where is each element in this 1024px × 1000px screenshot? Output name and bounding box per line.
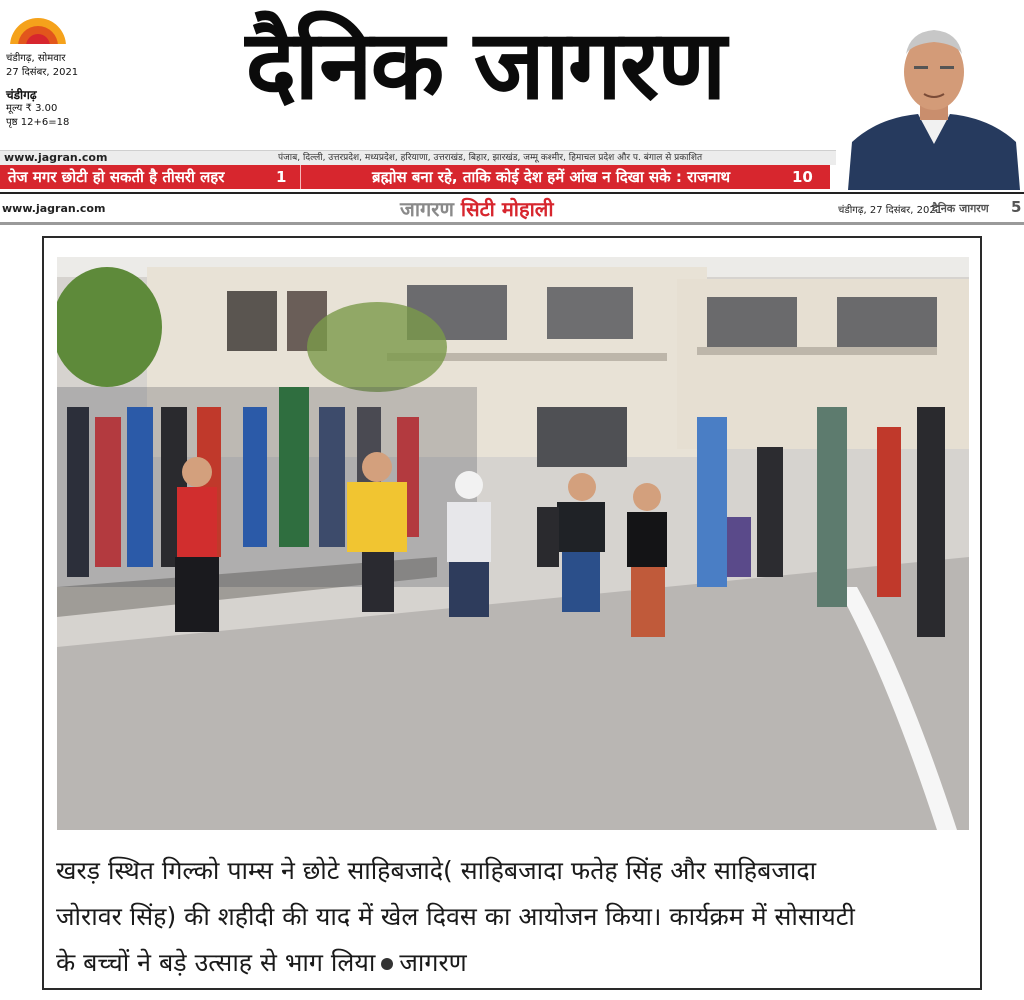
- dateline-block: [6, 52, 78, 130]
- headline-divider: [300, 165, 301, 189]
- photo-credit: जागरण: [399, 948, 467, 977]
- portrait-photo: [848, 14, 1020, 190]
- headline-left-page: 1: [276, 168, 287, 186]
- credit-bullet-icon: [381, 958, 393, 970]
- section-title: [400, 196, 554, 222]
- dateline-city-day: चंडीगढ़, सोमवार: [6, 53, 66, 64]
- caption-line-3-text: के बच्चों ने बड़े उत्साह से भाग लिया: [56, 948, 376, 977]
- headline-right[interactable]: ब्रह्मोस बना रहे, ताकि कोई देश हमें आंख न दिखा सके : राजनाथ: [372, 168, 731, 186]
- caption-line-1: खरड़ स्थित गिल्को पाम्स ने छोटे साहिबजादे( साहिबजादा फतेह सिंह और साहिबजादा: [56, 856, 817, 885]
- headline-left[interactable]: तेज मगर छोटी हो सकती है तीसरी लहर: [8, 168, 225, 186]
- masthead-website[interactable]: www.jagran.com: [4, 151, 108, 164]
- headline-right-page: 10: [792, 168, 813, 186]
- news-photo: [57, 257, 969, 830]
- section-title-jagran: जागरण: [400, 197, 454, 221]
- price: मूल्य ₹ 3.00: [6, 103, 58, 114]
- caption-line-3: [56, 940, 970, 986]
- masthead-rule: [0, 192, 1024, 194]
- photo-caption: [56, 848, 970, 986]
- section-title-mohali: मोहाली: [501, 197, 554, 221]
- newspaper-title: दैनिक जागरण: [245, 9, 725, 121]
- editions-line: पंजाब, दिल्ली, उत्तरप्रदेश, मध्यप्रदेश, हरियाणा, उत्तराखंड, बिहार, झारखंड, जम्मू कश्मीर, हिमाचल प्रदेश और प. बंगाल से प्रकाशित: [278, 153, 703, 163]
- headline-bar: [0, 165, 830, 189]
- page-header: [0, 196, 1024, 222]
- caption-line-2: जोरावर सिंह) की शहीदी की याद में खेल दिवस का आयोजन किया। कार्यक्रम में सोसायटी: [56, 902, 855, 931]
- page-dateline: चंडीगढ़, 27 दिसंबर, 2021: [838, 205, 943, 216]
- section-title-city: सिटी: [460, 197, 495, 221]
- page-count: पृष्ठ 12+6=18: [6, 117, 70, 128]
- masthead-strip: [0, 150, 836, 165]
- page-website[interactable]: www.jagran.com: [2, 202, 106, 215]
- page-number: 5: [1011, 198, 1022, 216]
- page-header-rule: [0, 222, 1024, 225]
- page-brand: दैनिक जागरण: [932, 202, 989, 215]
- edition-city: चंडीगढ़: [6, 88, 37, 102]
- dateline-date: 27 दिसंबर, 2021: [6, 67, 79, 78]
- jagran-sun-logo: [6, 10, 70, 48]
